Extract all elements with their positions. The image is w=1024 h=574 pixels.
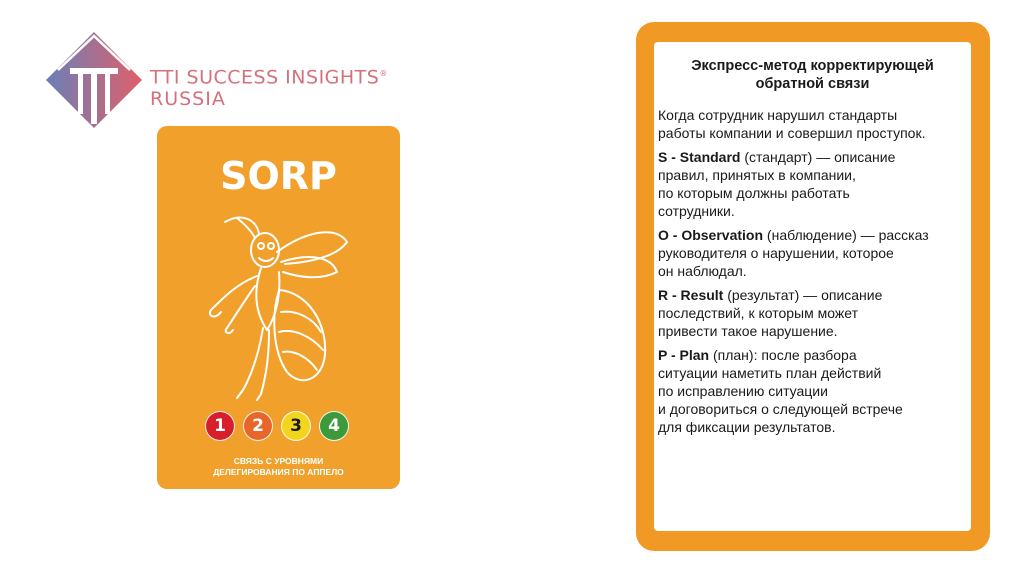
tti-logo-icon [44,30,144,130]
brand-name: TTI SUCCESS INSIGHTS [150,66,380,89]
level-badge-3: 3 [281,411,311,441]
sorp-description-panel [636,22,990,551]
brand-wordmark [150,63,388,110]
term-result: R - Result [658,287,724,303]
bee-icon [197,212,367,402]
panel-heading: Экспресс-метод корректирующей обратной связи [691,58,934,92]
brand-region: RUSSIA [150,88,226,111]
plan-definition: P - Plan (план): после разбора ситуации наметить план действий по исправлению ситуации и договориться о следующей встрече для фиксации результатов. [658,347,903,435]
level-badge-4: 4 [319,411,349,441]
trademark-sign: ® [379,69,388,78]
level-badge-1: 1 [205,411,235,441]
result-definition: R - Result (результат) — описание последствий, к которым может привести такое нарушение. [658,287,883,339]
card-caption: СВЯЗЬ С УРОВНЯМИ ДЕЛЕГИРОВАНИЯ ПО АППЕЛО [213,456,344,477]
term-standard: S - Standard [658,149,741,165]
term-observation: O - Observation [658,227,764,243]
panel-body [658,106,968,442]
observation-definition: O - Observation (наблюдение) — рассказ руководителя о нарушении, которое он наблюдал. [658,227,929,279]
term-plan: P - Plan [658,347,710,363]
standard-definition: S - Standard (стандарт) — описание правил, принятых в компании, по которым должны работать сотрудники. [658,149,896,219]
delegation-levels [205,411,355,443]
panel-content [654,42,971,531]
intro-paragraph: Когда сотрудник нарушил стандарты работы компании и совершил проступок. [658,107,926,141]
card-title: SORP [220,154,337,198]
sorp-card [157,126,400,489]
level-badge-2: 2 [243,411,273,441]
